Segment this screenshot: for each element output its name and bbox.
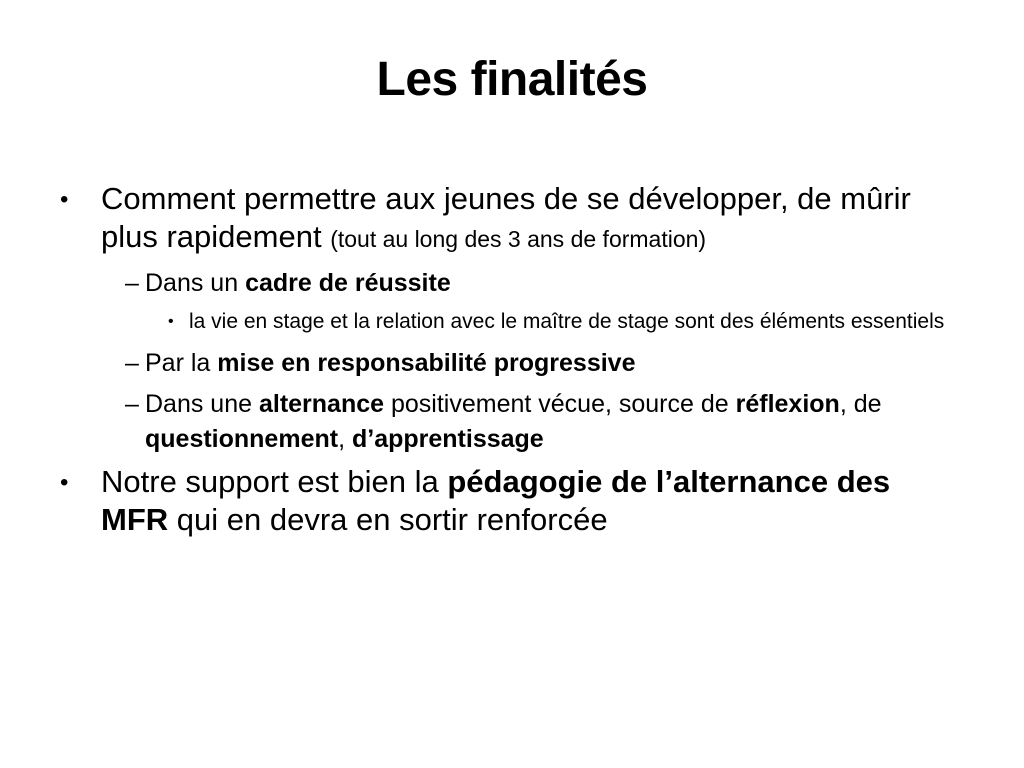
sub-bullet-text: Dans une <box>145 390 259 418</box>
bullet-list <box>60 180 960 547</box>
bullet-text: Notre support est bien la <box>101 464 448 499</box>
sub-bullet-bold: mise en responsabilité progressive <box>217 349 636 377</box>
slide-title: Les finalités <box>376 53 648 106</box>
sub-bullet-text: Par la <box>145 349 218 377</box>
sub-bullet-bold: réflexion <box>735 390 840 418</box>
sub-bullet-text: , de <box>839 390 882 418</box>
sub-bullet-item-1 <box>125 266 960 301</box>
dash-icon: – <box>125 390 139 418</box>
sub-bullet-item-2 <box>125 346 960 381</box>
sub-bullet-bold: alternance <box>258 390 385 418</box>
sub-sub-bullet-item-1 <box>168 307 960 336</box>
dash-icon: – <box>125 269 139 297</box>
bullet-dot-icon: • <box>60 469 69 496</box>
bullet-dot-icon: • <box>168 313 174 330</box>
sub-bullet-bold: cadre de réussite <box>245 269 451 297</box>
sub-bullet-bold: d’apprentissage <box>351 425 544 453</box>
bullet-item-1 <box>60 180 960 258</box>
sub-bullet-text: , <box>338 425 352 453</box>
bullet-text: qui en devra en sortir renforcée <box>168 502 608 537</box>
bullet-bold: pédagogie de l’alternance des MFR <box>101 464 891 537</box>
sub-bullet-item-3 <box>125 387 960 457</box>
sub-bullet-text: Dans un <box>145 269 246 297</box>
dash-icon: – <box>125 349 139 377</box>
sub-bullet-text: positivement vécue, source de <box>384 390 736 418</box>
bullet-item-2 <box>60 463 960 539</box>
sub-bullet-bold: questionnement <box>145 425 339 453</box>
sub-sub-bullet-text: la vie en stage et la relation avec le maître de stage sont des éléments essentiels <box>189 310 945 333</box>
bullet-text: Comment permettre aux jeunes de se développer, de mûrir plus rapidement <box>101 181 911 254</box>
bullet-dot-icon: • <box>60 186 69 213</box>
bullet-text-small: (tout au long des 3 ans de formation) <box>330 226 707 252</box>
